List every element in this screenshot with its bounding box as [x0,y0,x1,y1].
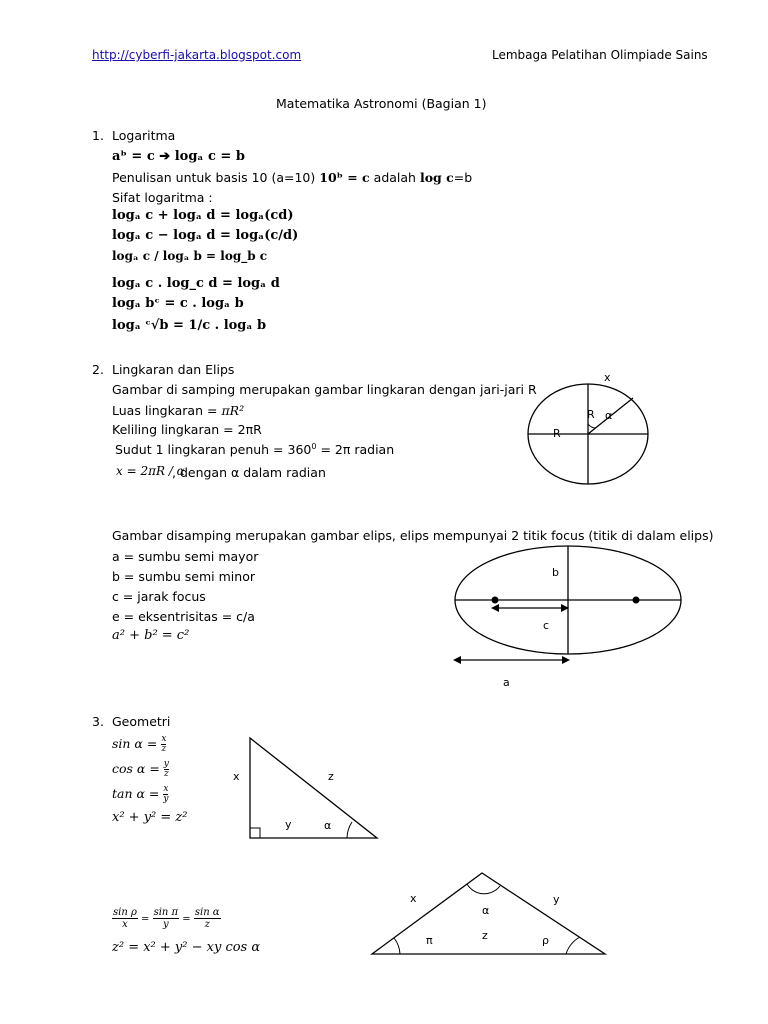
sine-rule-den-1: x [122,919,128,930]
right-triangle-outline [250,738,377,838]
ellipse-description: Gambar disamping merupakan gambar elips, elips mempunyai 2 titik focus (titik di dalam elips) [112,528,714,543]
sine-rule: $\frac{\text{sin ρ}}{x}$ = $\frac{\text{sin π}}{y}$ = $\frac{\text{sin α}}{z}$ [113,907,220,930]
base10-prefix: Penulisan untuk basis 10 (a=10) [112,170,316,185]
angle-alpha-arc [467,884,500,894]
tan-denominator: y [163,794,169,804]
ellipse-label-b: b [552,566,559,579]
sine-rule-den-3: z [204,919,210,930]
section1-heading: Logaritma [112,128,176,143]
log-property-5: logₐ bᶜ = c . logₐ b [112,296,244,311]
sine-rule-num-1: sin ρ [113,907,137,918]
triangle1-label-y: y [285,818,292,831]
arrowhead-c-left [491,604,499,612]
arc-note: , dengan α dalam radian [172,465,326,480]
log-property-2: logₐ c − logₐ d = logₐ(c/d) [112,228,299,243]
section3-heading: Geometri [112,714,171,729]
circle-circumference: Keliling lingkaran = 2πR [112,422,262,437]
sine-rule-num-2: sin π [153,907,179,918]
log-property-3: logₐ c / logₐ b = log_b c [112,249,268,263]
arc-formula: x = 2πR / α [116,464,185,478]
circle-label-R-diameter: R [553,427,561,440]
triangle2-label-z: z [482,929,488,942]
triangle1-angle-arc [347,822,352,838]
base10-formula: 10ᵇ = c [319,170,370,185]
page-title: Matematika Astronomi (Bagian 1) [276,96,487,111]
angle-pi-arc [394,938,400,954]
cos-formula: cos α = $\frac{y}{z}$ [112,759,169,779]
header-organization: Lembaga Pelatihan Olimpiade Sains [492,48,708,62]
header-link[interactable]: http://cyberfi-jakarta.blogspot.com [92,48,302,62]
circle-angle-arc [588,424,596,428]
pythagoras-formula: x² + y² = z² [112,810,188,825]
arrowhead-a-left [453,656,461,664]
sin-denominator: z [161,744,167,754]
angle-degree: 0 [311,442,317,451]
triangle2-label-rho: ρ [542,934,549,947]
circle-label-R-radius: R [587,408,595,421]
cos-numerator: y [163,759,169,769]
section2-number: 2. [92,362,104,377]
circle-diagram [528,384,648,484]
circle-label-x: x [604,371,611,384]
ellipse-formula: a² + b² = c² [112,628,190,643]
sine-rule-num-3: sin α [194,907,220,918]
base10-mid: adalah [373,170,416,185]
circle-label-alpha: α [605,409,613,422]
section2-heading: Lingkaran dan Elips [112,362,235,377]
triangle2-label-y: y [553,893,560,906]
ellipse-item-c: c = jarak focus [112,589,206,604]
circle-area-label: Luas lingkaran = [112,403,222,418]
tan-formula: tan α = $\frac{x}{y}$ [112,784,169,804]
ellipse-label-c: c [543,619,550,632]
triangle2-label-alpha: α [482,904,490,917]
section3-number: 3. [92,714,104,729]
right-angle-marker [250,828,260,838]
triangle1-label-alpha: α [324,819,332,832]
triangle1-label-x: x [233,770,240,783]
triangle1-label-z: z [328,770,334,783]
sin-numerator: x [161,734,167,744]
right-triangle [250,738,377,838]
section1-number: 1. [92,128,104,143]
ellipse-focus-right [633,597,640,604]
angle-prefix: Sudut 1 lingkaran penuh = 360 [115,442,312,458]
triangle2-label-pi: π [426,934,433,947]
ellipse-item-a: a = sumbu semi mayor [112,549,259,564]
cos-denominator: z [163,769,169,779]
ellipse-item-e: e = eksentrisitas = c/a [112,609,255,624]
arrowhead-a-right [562,656,570,664]
cosine-rule: z² = x² + y² − xy cos α [112,940,261,955]
ellipse-focus-left [492,597,499,604]
log-property-6: logₐ ᶜ√b = 1/c . logₐ b [112,318,267,333]
properties-label: Sifat logaritma : [112,190,213,205]
sin-fn: sin α [112,736,143,751]
tan-fn: tan α [112,786,145,801]
log-property-1: logₐ c + logₐ d = logₐ(cd) [112,208,294,223]
log-definition-formula: aᵇ = c ➔ logₐ c = b [112,149,245,164]
ellipse-item-b: b = sumbu semi minor [112,569,255,584]
ellipse-diagram [455,546,681,660]
sin-formula: sin α = $\frac{x}{z}$ [112,734,167,754]
ellipse-label-a: a [503,676,510,689]
cos-fn: cos α [112,761,146,776]
angle-suffix: = 2π radian [316,442,395,458]
circle-description: Gambar di samping merupakan gambar lingkaran dengan jari-jari R [112,382,537,397]
base10-post: =b [453,170,473,185]
base10-log: log c [419,170,454,185]
tan-numerator: x [163,784,169,794]
log-property-4: logₐ c . log_c d = logₐ d [112,276,280,291]
sine-rule-den-2: y [163,919,169,930]
circle-area-formula: πR² [221,403,245,418]
angle-rho-arc [566,937,580,954]
triangle2-label-x: x [410,892,417,905]
